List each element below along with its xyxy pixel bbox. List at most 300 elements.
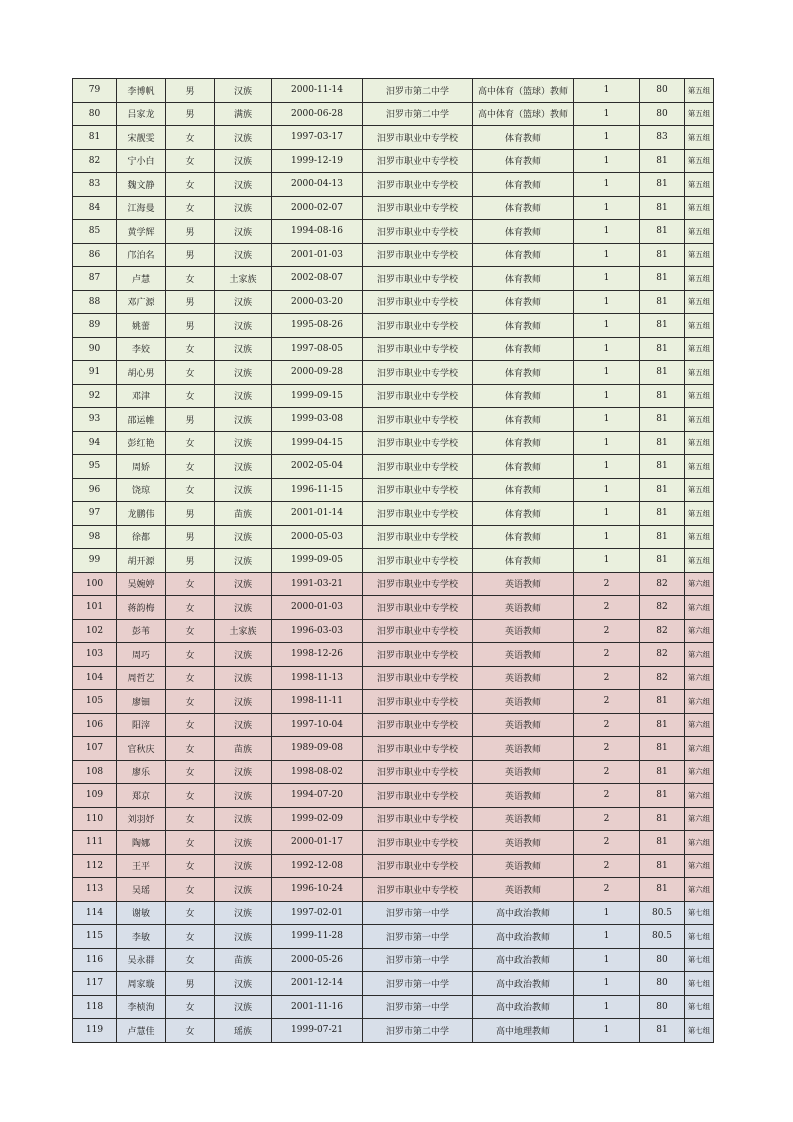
score-cell: 82	[640, 572, 685, 596]
ethnicity-cell: 满族	[215, 102, 272, 126]
birth-date-cell: 1999-11-28	[272, 925, 363, 949]
row-number-cell: 90	[73, 337, 117, 361]
birth-date-cell: 1997-02-01	[272, 901, 363, 925]
birth-date-cell: 1998-11-13	[272, 666, 363, 690]
position-cell: 体育教师	[473, 243, 574, 267]
group-cell: 第七组	[685, 901, 714, 925]
position-cell: 体育教师	[473, 290, 574, 314]
school-cell: 汨罗市职业中专学校	[363, 431, 473, 455]
school-cell: 汨罗市职业中专学校	[363, 737, 473, 761]
table-row	[73, 549, 714, 573]
birth-date-cell: 1999-07-21	[272, 1019, 363, 1043]
ethnicity-cell: 汉族	[215, 666, 272, 690]
score-cell: 83	[640, 126, 685, 150]
group-cell: 第五组	[685, 102, 714, 126]
quota-cell: 1	[574, 243, 640, 267]
row-number-cell: 113	[73, 878, 117, 902]
position-cell: 体育教师	[473, 478, 574, 502]
score-cell: 80.5	[640, 901, 685, 925]
quota-cell: 2	[574, 760, 640, 784]
position-cell: 英语教师	[473, 737, 574, 761]
table-row	[73, 807, 714, 831]
group-cell: 第五组	[685, 173, 714, 197]
birth-date-cell: 2001-11-16	[272, 995, 363, 1019]
school-cell: 汨罗市职业中专学校	[363, 361, 473, 385]
position-cell: 英语教师	[473, 690, 574, 714]
gender-cell: 女	[166, 149, 215, 173]
gender-cell: 女	[166, 901, 215, 925]
table-row	[73, 760, 714, 784]
table-row	[73, 572, 714, 596]
row-number-cell: 96	[73, 478, 117, 502]
group-cell: 第五组	[685, 478, 714, 502]
row-number-cell: 94	[73, 431, 117, 455]
group-cell: 第五组	[685, 502, 714, 526]
candidate-name-cell: 李博帆	[117, 79, 166, 103]
row-number-cell: 80	[73, 102, 117, 126]
gender-cell: 女	[166, 596, 215, 620]
quota-cell: 1	[574, 525, 640, 549]
table-row	[73, 901, 714, 925]
quota-cell: 1	[574, 502, 640, 526]
group-cell: 第六组	[685, 784, 714, 808]
position-cell: 体育教师	[473, 431, 574, 455]
birth-date-cell: 2002-05-04	[272, 455, 363, 479]
candidate-name-cell: 刘羽妤	[117, 807, 166, 831]
table-row	[73, 713, 714, 737]
score-cell: 81	[640, 878, 685, 902]
school-cell: 汨罗市第二中学	[363, 102, 473, 126]
birth-date-cell: 2001-01-14	[272, 502, 363, 526]
position-cell: 体育教师	[473, 337, 574, 361]
gender-cell: 女	[166, 666, 215, 690]
group-cell: 第七组	[685, 925, 714, 949]
position-cell: 体育教师	[473, 126, 574, 150]
school-cell: 汨罗市第一中学	[363, 995, 473, 1019]
group-cell: 第五组	[685, 455, 714, 479]
table-row	[73, 361, 714, 385]
school-cell: 汨罗市职业中专学校	[363, 173, 473, 197]
score-cell: 81	[640, 314, 685, 338]
ethnicity-cell: 汉族	[215, 572, 272, 596]
school-cell: 汨罗市职业中专学校	[363, 807, 473, 831]
position-cell: 英语教师	[473, 878, 574, 902]
gender-cell: 女	[166, 878, 215, 902]
ethnicity-cell: 汉族	[215, 807, 272, 831]
school-cell: 汨罗市职业中专学校	[363, 220, 473, 244]
row-number-cell: 104	[73, 666, 117, 690]
quota-cell: 1	[574, 408, 640, 432]
ethnicity-cell: 汉族	[215, 384, 272, 408]
birth-date-cell: 2001-12-14	[272, 972, 363, 996]
quota-cell: 2	[574, 737, 640, 761]
gender-cell: 女	[166, 361, 215, 385]
birth-date-cell: 2000-03-20	[272, 290, 363, 314]
score-cell: 81	[640, 807, 685, 831]
ethnicity-cell: 汉族	[215, 173, 272, 197]
group-cell: 第六组	[685, 572, 714, 596]
table-row	[73, 173, 714, 197]
position-cell: 体育教师	[473, 196, 574, 220]
school-cell: 汨罗市第二中学	[363, 1019, 473, 1043]
position-cell: 英语教师	[473, 596, 574, 620]
ethnicity-cell: 汉族	[215, 525, 272, 549]
school-cell: 汨罗市第一中学	[363, 948, 473, 972]
ethnicity-cell: 汉族	[215, 478, 272, 502]
quota-cell: 1	[574, 196, 640, 220]
gender-cell: 男	[166, 972, 215, 996]
position-cell: 体育教师	[473, 220, 574, 244]
ethnicity-cell: 汉族	[215, 290, 272, 314]
school-cell: 汨罗市职业中专学校	[363, 572, 473, 596]
row-number-cell: 112	[73, 854, 117, 878]
table-row	[73, 643, 714, 667]
quota-cell: 1	[574, 995, 640, 1019]
group-cell: 第五组	[685, 126, 714, 150]
score-cell: 82	[640, 596, 685, 620]
position-cell: 英语教师	[473, 807, 574, 831]
score-cell: 81	[640, 196, 685, 220]
ethnicity-cell: 汉族	[215, 760, 272, 784]
group-cell: 第六组	[685, 690, 714, 714]
quota-cell: 2	[574, 878, 640, 902]
ethnicity-cell: 瑶族	[215, 1019, 272, 1043]
birth-date-cell: 2000-01-03	[272, 596, 363, 620]
candidate-name-cell: 卢慧	[117, 267, 166, 291]
group-cell: 第六组	[685, 713, 714, 737]
quota-cell: 2	[574, 784, 640, 808]
score-cell: 81	[640, 220, 685, 244]
birth-date-cell: 1999-09-15	[272, 384, 363, 408]
score-cell: 81	[640, 149, 685, 173]
candidate-name-cell: 邓广源	[117, 290, 166, 314]
quota-cell: 2	[574, 690, 640, 714]
position-cell: 体育教师	[473, 455, 574, 479]
candidate-name-cell: 胡开源	[117, 549, 166, 573]
table-row	[73, 455, 714, 479]
table-row	[73, 995, 714, 1019]
position-cell: 体育教师	[473, 267, 574, 291]
row-number-cell: 108	[73, 760, 117, 784]
position-cell: 英语教师	[473, 784, 574, 808]
table-row	[73, 690, 714, 714]
birth-date-cell: 2000-01-17	[272, 831, 363, 855]
gender-cell: 女	[166, 948, 215, 972]
gender-cell: 女	[166, 267, 215, 291]
quota-cell: 1	[574, 314, 640, 338]
birth-date-cell: 1998-08-02	[272, 760, 363, 784]
row-number-cell: 85	[73, 220, 117, 244]
birth-date-cell: 1998-11-11	[272, 690, 363, 714]
quota-cell: 2	[574, 666, 640, 690]
gender-cell: 男	[166, 243, 215, 267]
candidate-name-cell: 李敏	[117, 925, 166, 949]
candidate-name-cell: 李姣	[117, 337, 166, 361]
gender-cell: 女	[166, 854, 215, 878]
gender-cell: 女	[166, 713, 215, 737]
score-cell: 81	[640, 737, 685, 761]
table-row	[73, 220, 714, 244]
candidate-name-cell: 饶琼	[117, 478, 166, 502]
score-cell: 81	[640, 831, 685, 855]
candidate-name-cell: 宋靓雯	[117, 126, 166, 150]
gender-cell: 男	[166, 79, 215, 103]
table-row	[73, 666, 714, 690]
gender-cell: 女	[166, 196, 215, 220]
candidate-name-cell: 彭红艳	[117, 431, 166, 455]
group-cell: 第五组	[685, 361, 714, 385]
gender-cell: 男	[166, 314, 215, 338]
birth-date-cell: 2000-11-14	[272, 79, 363, 103]
school-cell: 汨罗市职业中专学校	[363, 478, 473, 502]
table-row	[73, 126, 714, 150]
score-cell: 81	[640, 361, 685, 385]
gender-cell: 女	[166, 760, 215, 784]
gender-cell: 男	[166, 502, 215, 526]
table-row	[73, 267, 714, 291]
birth-date-cell: 1999-12-19	[272, 149, 363, 173]
row-number-cell: 81	[73, 126, 117, 150]
group-cell: 第七组	[685, 972, 714, 996]
score-cell: 81	[640, 549, 685, 573]
score-cell: 80	[640, 995, 685, 1019]
gender-cell: 女	[166, 384, 215, 408]
ethnicity-cell: 汉族	[215, 784, 272, 808]
group-cell: 第七组	[685, 948, 714, 972]
birth-date-cell: 2002-08-07	[272, 267, 363, 291]
table-row	[73, 854, 714, 878]
birth-date-cell: 1991-03-21	[272, 572, 363, 596]
quota-cell: 1	[574, 901, 640, 925]
ethnicity-cell: 苗族	[215, 737, 272, 761]
position-cell: 体育教师	[473, 502, 574, 526]
candidate-name-cell: 蒋韵梅	[117, 596, 166, 620]
table-row	[73, 79, 714, 103]
group-cell: 第六组	[685, 831, 714, 855]
gender-cell: 女	[166, 807, 215, 831]
row-number-cell: 119	[73, 1019, 117, 1043]
score-cell: 81	[640, 760, 685, 784]
school-cell: 汨罗市职业中专学校	[363, 596, 473, 620]
ethnicity-cell: 汉族	[215, 995, 272, 1019]
group-cell: 第六组	[685, 807, 714, 831]
table-row	[73, 290, 714, 314]
gender-cell: 男	[166, 102, 215, 126]
candidate-name-cell: 江海曼	[117, 196, 166, 220]
ethnicity-cell: 汉族	[215, 149, 272, 173]
candidate-name-cell: 胡心男	[117, 361, 166, 385]
table-row	[73, 925, 714, 949]
birth-date-cell: 1999-04-15	[272, 431, 363, 455]
score-cell: 80	[640, 948, 685, 972]
row-number-cell: 95	[73, 455, 117, 479]
position-cell: 高中政治教师	[473, 972, 574, 996]
ethnicity-cell: 汉族	[215, 901, 272, 925]
candidate-name-cell: 廖乐	[117, 760, 166, 784]
quota-cell: 1	[574, 149, 640, 173]
school-cell: 汨罗市职业中专学校	[363, 643, 473, 667]
position-cell: 英语教师	[473, 572, 574, 596]
ethnicity-cell: 汉族	[215, 690, 272, 714]
quota-cell: 1	[574, 267, 640, 291]
school-cell: 汨罗市第一中学	[363, 972, 473, 996]
row-number-cell: 116	[73, 948, 117, 972]
group-cell: 第六组	[685, 666, 714, 690]
gender-cell: 女	[166, 831, 215, 855]
ethnicity-cell: 汉族	[215, 596, 272, 620]
group-cell: 第五组	[685, 384, 714, 408]
group-cell: 第六组	[685, 596, 714, 620]
gender-cell: 女	[166, 478, 215, 502]
birth-date-cell: 1999-02-09	[272, 807, 363, 831]
birth-date-cell: 1997-10-04	[272, 713, 363, 737]
school-cell: 汨罗市职业中专学校	[363, 337, 473, 361]
candidate-name-cell: 吴婉婷	[117, 572, 166, 596]
row-number-cell: 99	[73, 549, 117, 573]
score-cell: 81	[640, 290, 685, 314]
ethnicity-cell: 汉族	[215, 878, 272, 902]
row-number-cell: 107	[73, 737, 117, 761]
score-cell: 81	[640, 713, 685, 737]
position-cell: 英语教师	[473, 666, 574, 690]
birth-date-cell: 2000-06-28	[272, 102, 363, 126]
ethnicity-cell: 汉族	[215, 972, 272, 996]
table-row	[73, 972, 714, 996]
gender-cell: 男	[166, 549, 215, 573]
gender-cell: 女	[166, 737, 215, 761]
row-number-cell: 86	[73, 243, 117, 267]
group-cell: 第六组	[685, 878, 714, 902]
row-number-cell: 106	[73, 713, 117, 737]
table-row	[73, 196, 714, 220]
group-cell: 第六组	[685, 854, 714, 878]
score-cell: 82	[640, 666, 685, 690]
position-cell: 高中政治教师	[473, 925, 574, 949]
position-cell: 体育教师	[473, 384, 574, 408]
position-cell: 英语教师	[473, 713, 574, 737]
gender-cell: 女	[166, 337, 215, 361]
candidate-name-cell: 郑京	[117, 784, 166, 808]
group-cell: 第七组	[685, 995, 714, 1019]
score-cell: 81	[640, 525, 685, 549]
candidate-name-cell: 官秋庆	[117, 737, 166, 761]
score-cell: 81	[640, 173, 685, 197]
school-cell: 汨罗市职业中专学校	[363, 784, 473, 808]
row-number-cell: 84	[73, 196, 117, 220]
quota-cell: 1	[574, 455, 640, 479]
ethnicity-cell: 汉族	[215, 314, 272, 338]
row-number-cell: 105	[73, 690, 117, 714]
row-number-cell: 117	[73, 972, 117, 996]
position-cell: 体育教师	[473, 149, 574, 173]
score-cell: 80.5	[640, 925, 685, 949]
row-number-cell: 115	[73, 925, 117, 949]
position-cell: 体育教师	[473, 314, 574, 338]
candidate-name-cell: 宁小白	[117, 149, 166, 173]
score-cell: 81	[640, 267, 685, 291]
quota-cell: 1	[574, 948, 640, 972]
candidate-name-cell: 王平	[117, 854, 166, 878]
group-cell: 第五组	[685, 267, 714, 291]
school-cell: 汨罗市职业中专学校	[363, 690, 473, 714]
quota-cell: 2	[574, 831, 640, 855]
score-cell: 81	[640, 243, 685, 267]
position-cell: 英语教师	[473, 619, 574, 643]
score-cell: 81	[640, 784, 685, 808]
group-cell: 第六组	[685, 760, 714, 784]
school-cell: 汨罗市职业中专学校	[363, 384, 473, 408]
quota-cell: 1	[574, 102, 640, 126]
row-number-cell: 101	[73, 596, 117, 620]
quota-cell: 2	[574, 713, 640, 737]
table-row	[73, 337, 714, 361]
birth-date-cell: 1996-10-24	[272, 878, 363, 902]
score-cell: 81	[640, 408, 685, 432]
gender-cell: 女	[166, 173, 215, 197]
birth-date-cell: 2000-04-13	[272, 173, 363, 197]
gender-cell: 女	[166, 619, 215, 643]
birth-date-cell: 1998-12-26	[272, 643, 363, 667]
gender-cell: 女	[166, 643, 215, 667]
group-cell: 第五组	[685, 243, 714, 267]
table-row	[73, 525, 714, 549]
table-row	[73, 737, 714, 761]
group-cell: 第五组	[685, 220, 714, 244]
table-row	[73, 596, 714, 620]
row-number-cell: 109	[73, 784, 117, 808]
table-row	[73, 478, 714, 502]
birth-date-cell: 1996-03-03	[272, 619, 363, 643]
candidate-name-cell: 吴瑶	[117, 878, 166, 902]
row-number-cell: 114	[73, 901, 117, 925]
candidate-name-cell: 周哲艺	[117, 666, 166, 690]
position-cell: 高中体育（篮球）教师	[473, 79, 574, 103]
birth-date-cell: 1997-03-17	[272, 126, 363, 150]
birth-date-cell: 1996-11-15	[272, 478, 363, 502]
ethnicity-cell: 汉族	[215, 549, 272, 573]
gender-cell: 女	[166, 784, 215, 808]
candidate-name-cell: 姚蕾	[117, 314, 166, 338]
score-cell: 81	[640, 1019, 685, 1043]
position-cell: 高中政治教师	[473, 995, 574, 1019]
group-cell: 第六组	[685, 619, 714, 643]
table-row	[73, 243, 714, 267]
score-cell: 81	[640, 690, 685, 714]
table-body	[73, 79, 714, 1043]
group-cell: 第五组	[685, 79, 714, 103]
gender-cell: 女	[166, 690, 215, 714]
position-cell: 高中体育（篮球）教师	[473, 102, 574, 126]
group-cell: 第六组	[685, 737, 714, 761]
candidate-name-cell: 周家璇	[117, 972, 166, 996]
birth-date-cell: 2000-05-03	[272, 525, 363, 549]
school-cell: 汨罗市职业中专学校	[363, 314, 473, 338]
quota-cell: 2	[574, 572, 640, 596]
row-number-cell: 93	[73, 408, 117, 432]
ethnicity-cell: 苗族	[215, 502, 272, 526]
quota-cell: 1	[574, 384, 640, 408]
quota-cell: 2	[574, 643, 640, 667]
position-cell: 体育教师	[473, 173, 574, 197]
quota-cell: 1	[574, 972, 640, 996]
school-cell: 汨罗市第一中学	[363, 901, 473, 925]
birth-date-cell: 2000-05-26	[272, 948, 363, 972]
ethnicity-cell: 汉族	[215, 408, 272, 432]
ethnicity-cell: 汉族	[215, 925, 272, 949]
candidate-name-cell: 邵运帷	[117, 408, 166, 432]
score-cell: 82	[640, 619, 685, 643]
quota-cell: 2	[574, 854, 640, 878]
